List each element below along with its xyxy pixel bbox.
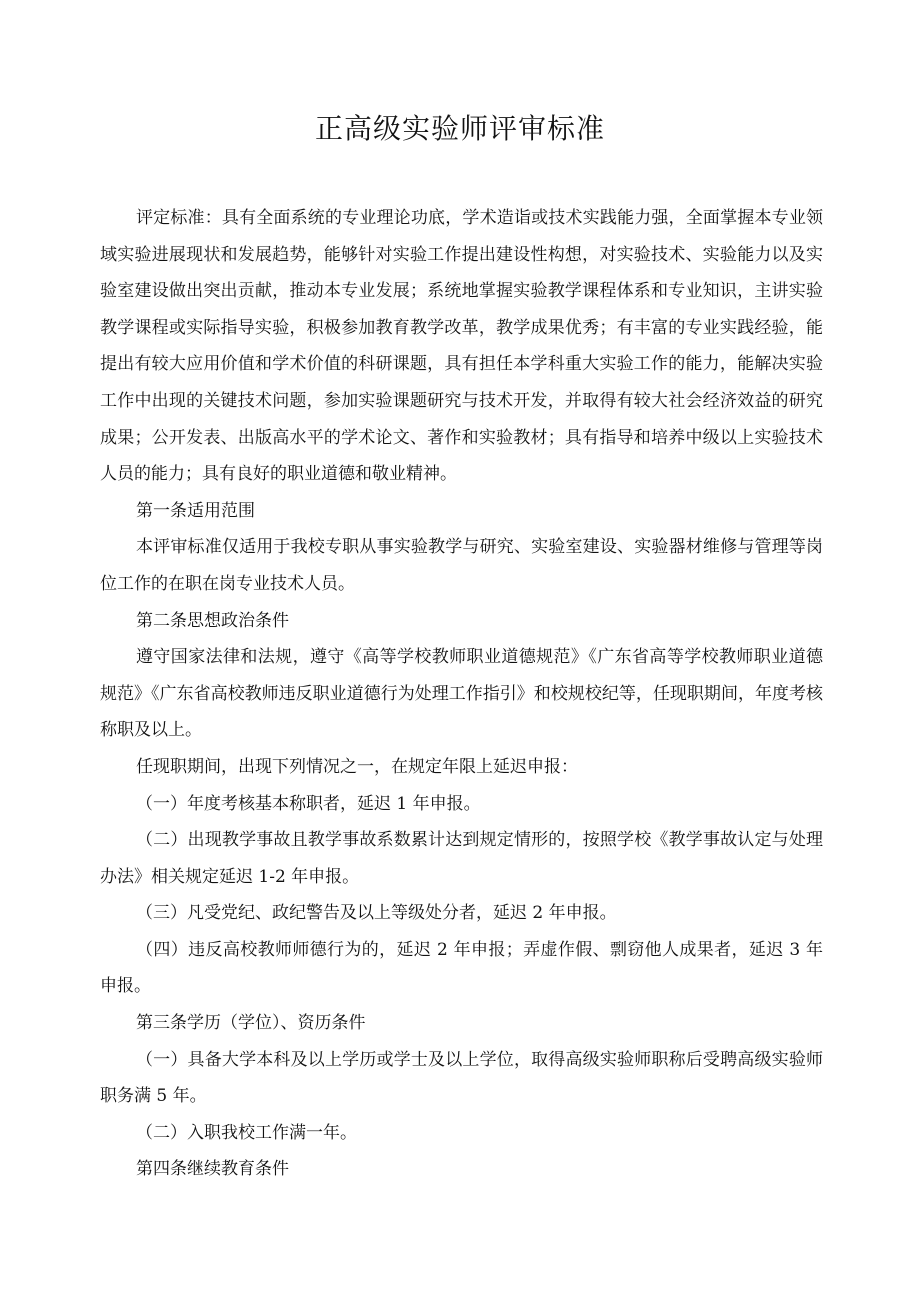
heading-article-1: 第一条适用范围: [136, 500, 255, 521]
document-title: 正高级实验师评审标准: [314, 112, 605, 145]
heading-article-2: 第二条思想政治条件: [136, 610, 289, 631]
list-item-delay-3: （三）凡受党纪、政纪警告及以上等级处分者，延迟 2 年申报。: [136, 903, 617, 924]
paragraph-criteria: 评定标准：具有全面系统的专业理论功底，学术造诣或技术实践能力强，全面掌握本专业领域实验进展现状和发展趋势，能够针对实验工作提出建设性构想，对实验技术、实验能力以及实验室建设做出突出贡献，推动本专业发展；系统地掌握实验教学课程体系和专业知识，主讲实验教学课程或实际指导实验，积极参加教育教学改革，教学成果优秀；有丰富的专业实践经验，能提出有较大应用价值和学术价值的科研课题，具有担任本学科重大实验工作的能力，能解决实验工作中出现的关键技术问题，参加实验课题研究与技术开发，并取得有较大社会经济效益的研究成果；公开发表、出版高水平的学术论文、著作和实验教材；具有指导和培养中级以上实验技术人员的能力；具有良好的职业道德和敬业精神。: [100, 208, 823, 485]
list-item-qualification-2: （二）入职我校工作满一年。: [136, 1122, 357, 1143]
heading-article-3: 第三条学历（学位）、资历条件: [136, 1013, 366, 1034]
paragraph-political: 遵守国家法律和法规，遵守《高等学校教师职业道德规范》《广东省高等学校教师职业道德规范》《广东省高校教师违反职业道德行为处理工作指引》和校规校纪等，任现职期间，年度考核称职及以上。: [100, 647, 823, 741]
list-item-delay-4: （四）违反高校教师师德行为的，延迟 2 年申报；弄虚作假、剽窃他人成果者，延迟 3 年申报。: [100, 939, 823, 997]
list-item-qualification-1: （一）具备大学本科及以上学历或学士及以上学位，取得高级实验师职称后受聘高级实验师职务满 5 年。: [100, 1049, 823, 1107]
paragraph-scope: 本评审标准仅适用于我校专职从事实验教学与研究、实验室建设、实验器材维修与管理等岗位工作的在职在岗专业技术人员。: [100, 537, 823, 594]
paragraph-delay-intro: 任现职期间，出现下列情况之一，在规定年限上延迟申报：: [136, 756, 578, 777]
heading-article-4: 第四条继续教育条件: [136, 1159, 289, 1180]
list-item-delay-2: （二）出现教学事故且教学事故系数累计达到规定情形的，按照学校《教学事故认定与处理办法》相关规定延迟 1-2 年申报。: [100, 830, 823, 887]
document-body: [100, 200, 823, 1188]
list-item-delay-1: （一）年度考核基本称职者，延迟 1 年申报。: [136, 793, 481, 814]
